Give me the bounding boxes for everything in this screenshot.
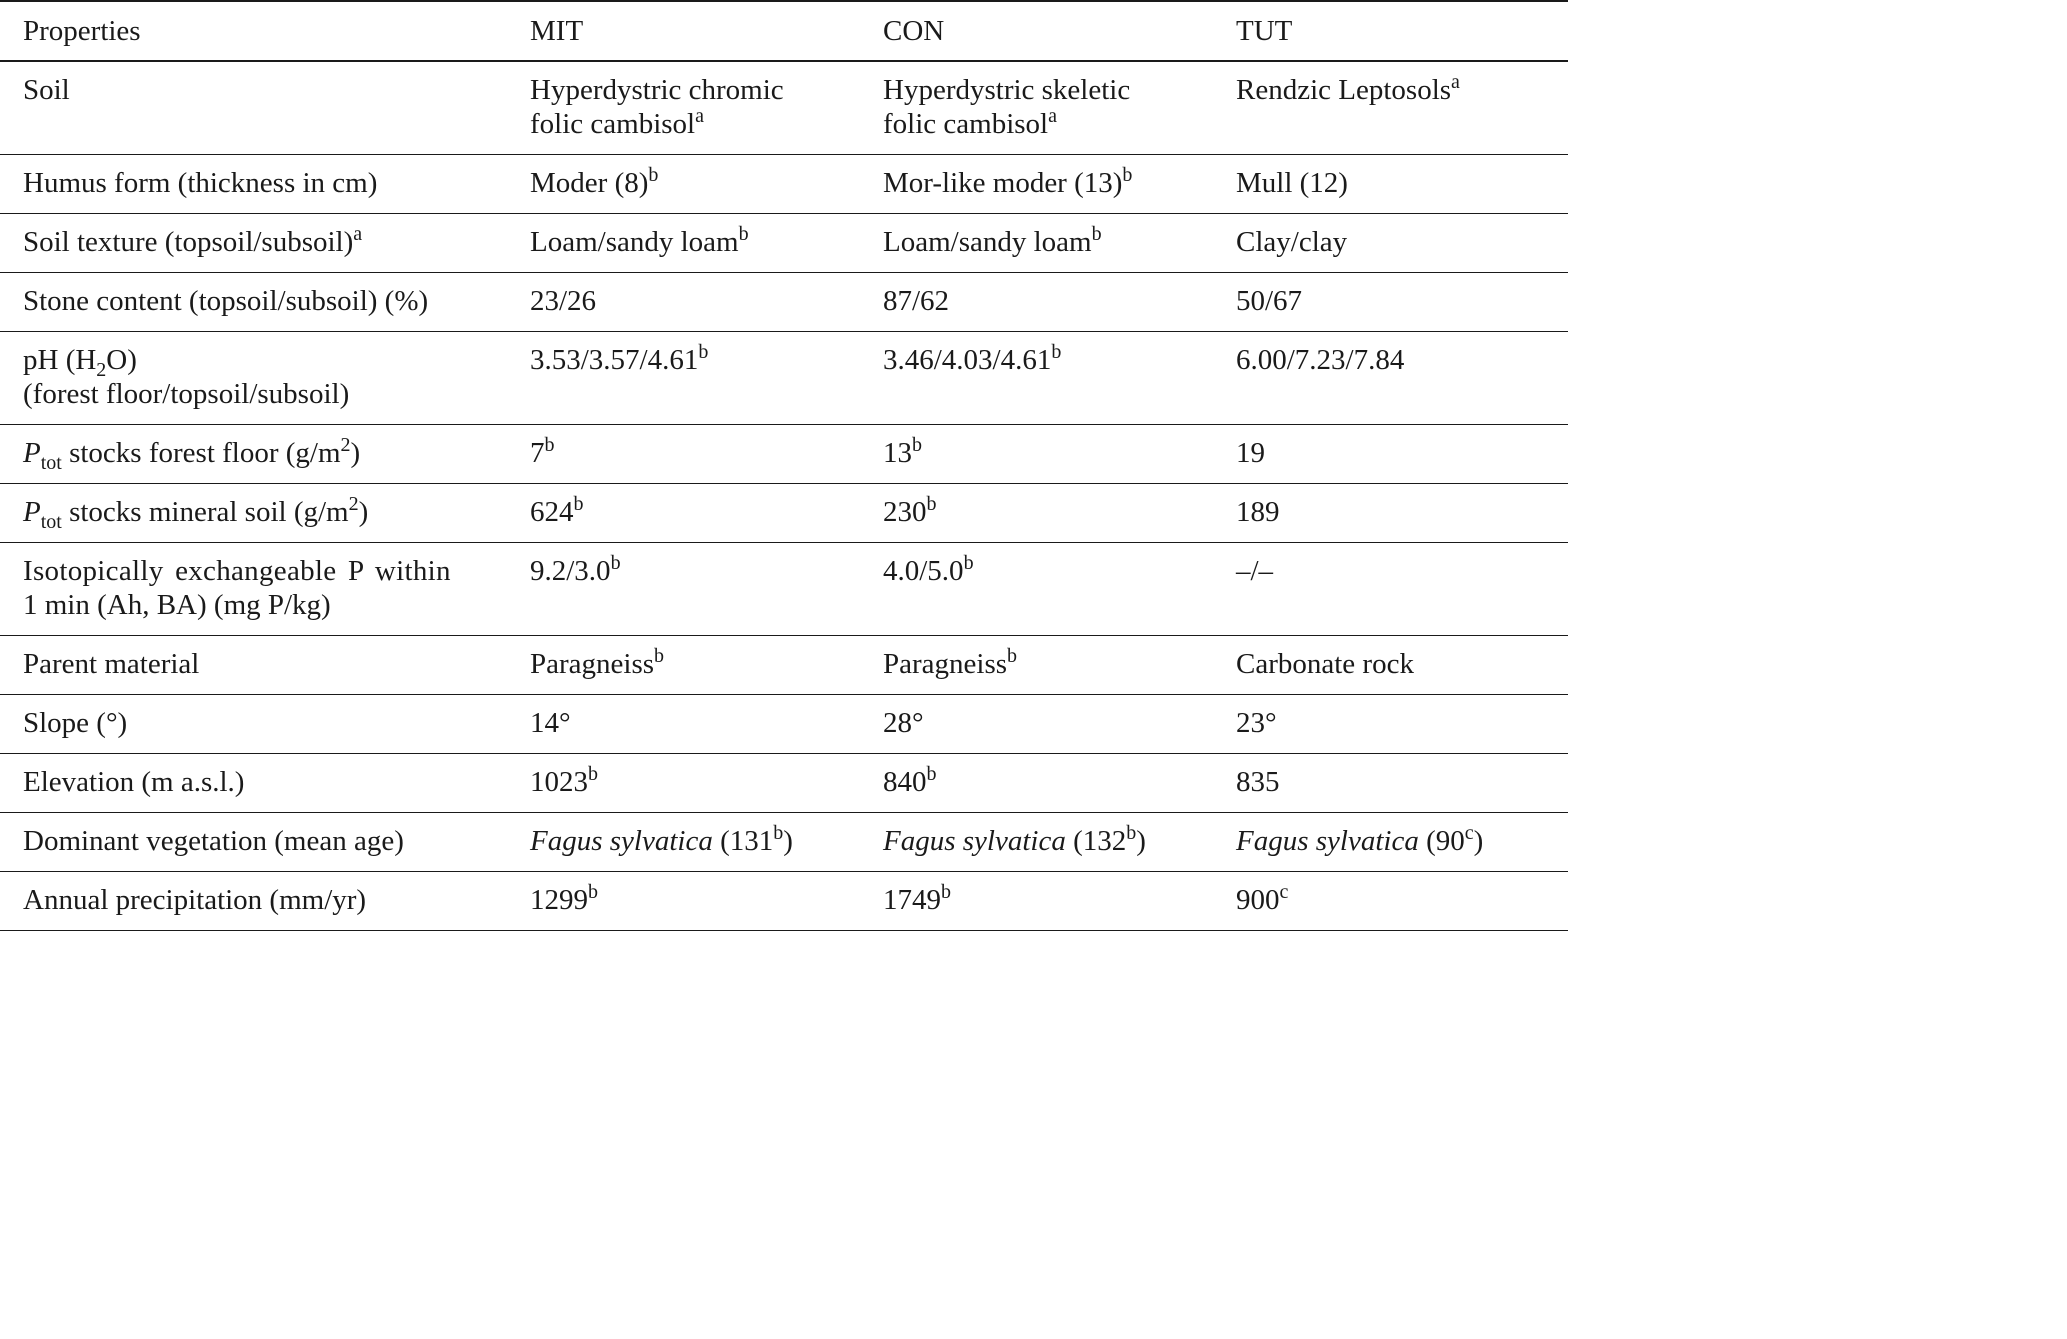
row-label: Dominant vegetation (mean age) xyxy=(23,825,404,857)
table-row-stone-content xyxy=(0,273,1568,332)
table-row-parent-material xyxy=(0,636,1568,695)
table-row-ph xyxy=(0,332,1568,425)
cell-con: 1749$^b$ xyxy=(883,881,951,916)
cell-tut: Fagus sylvatica (90$^c$) xyxy=(1236,822,1484,857)
row-label: $P_{tot}$ stocks mineral soil $(g/m^2)$ xyxy=(23,493,369,533)
cell-con: Paragneiss$^b$ xyxy=(883,645,1018,680)
table-row-annual-precipitation xyxy=(0,872,1568,931)
cell-tut: 19 xyxy=(1236,437,1265,469)
table-row-dominant-vegetation xyxy=(0,813,1568,872)
cell-mit: 9.2/3.0$^b$ xyxy=(530,552,621,587)
header-row xyxy=(0,1,1568,61)
cell-con: 28° xyxy=(883,707,924,739)
cell-mit: 7$^b$ xyxy=(530,434,555,469)
cell-tut: Mull (12) xyxy=(1236,167,1348,199)
header-mit: MIT xyxy=(530,15,584,47)
row-label: Slope (°) xyxy=(23,707,128,739)
row-label: Annual precipitation (mm/yr) xyxy=(23,884,367,916)
cell-mit: 1023$^b$ xyxy=(530,763,598,798)
cell-tut: Clay/clay xyxy=(1236,226,1348,258)
cell-tut: 23° xyxy=(1236,707,1277,739)
cell-con: 13$^b$ xyxy=(883,434,922,469)
row-label: Parent material xyxy=(23,648,200,680)
header-tut: TUT xyxy=(1236,15,1293,47)
table-row-elevation xyxy=(0,754,1568,813)
row-label: $P_{tot}$ stocks forest floor $(g/m^2)$ xyxy=(23,434,361,474)
row-label: Stone content (topsoil/subsoil) (%) xyxy=(23,285,429,317)
cell-mit: Fagus sylvatica (131$^b$) xyxy=(530,822,793,857)
table-row-ptot-mineral-soil xyxy=(0,484,1568,543)
row-label: Humus form (thickness in cm) xyxy=(23,167,378,199)
cell-con: Mor-like moder $(13)^b$ xyxy=(883,164,1133,199)
cell-tut: 189 xyxy=(1236,496,1280,528)
table-row-ptot-forest-floor xyxy=(0,425,1568,484)
cell-con: Hyperdystric skeletic folic cambisol$^a$ xyxy=(883,74,1131,140)
cell-con: Loam/sandy loam$^b$ xyxy=(883,223,1102,258)
table-row-soil-texture xyxy=(0,214,1568,273)
table-row-humus-form xyxy=(0,155,1568,214)
table-row-slope xyxy=(0,695,1568,754)
cell-tut: –/– xyxy=(1236,555,1274,587)
cell-con: 840$^b$ xyxy=(883,763,937,798)
row-label: Elevation (m a.s.l.) xyxy=(23,766,245,798)
table-row-soil xyxy=(0,61,1568,155)
header-con: CON xyxy=(883,15,945,47)
cell-mit: 23/26 xyxy=(530,285,597,317)
cell-tut: 835 xyxy=(1236,766,1280,798)
row-label: Soil xyxy=(23,74,70,106)
cell-con: 4.0/5.0$^b$ xyxy=(883,552,974,587)
cell-tut: Rendzic Leptosols$^a$ xyxy=(1236,71,1460,106)
cell-con: Fagus sylvatica (132$^b$) xyxy=(883,822,1146,857)
header-properties: Properties xyxy=(23,15,141,47)
row-label: Soil texture (topsoil/subsoil)$^a$ xyxy=(23,223,363,258)
cell-tut: 6.00/7.23/7.84 xyxy=(1236,344,1405,376)
cell-mit: Loam/sandy loam$^b$ xyxy=(530,223,749,258)
cell-mit: 624$^b$ xyxy=(530,493,584,528)
cell-tut: Carbonate rock xyxy=(1236,648,1414,680)
row-label: Isotopically exchangeable P within 1 min (Ah, BA) (mg P/kg) xyxy=(23,555,451,621)
cell-mit: 3.53/3.57/4.61$^b$ xyxy=(530,341,709,376)
cell-con: 87/62 xyxy=(883,285,950,317)
cell-con: 3.46/4.03/4.61$^b$ xyxy=(883,341,1062,376)
cell-tut: 50/67 xyxy=(1236,285,1303,317)
cell-con: 230$^b$ xyxy=(883,493,937,528)
row-label: pH $(H_2O)$ (forest floor/topsoil/subsoil) xyxy=(23,344,350,410)
cell-mit: Moder $(8)^b$ xyxy=(530,164,659,199)
table-row-isotopic-exchangeable-p xyxy=(0,543,1568,636)
cell-tut: 900$^c$ xyxy=(1236,881,1289,916)
cell-mit: Paragneiss$^b$ xyxy=(530,645,665,680)
cell-mit: 1299$^b$ xyxy=(530,881,598,916)
cell-mit: Hyperdystric chromic folic cambisol$^a$ xyxy=(530,74,784,140)
cell-mit: 14° xyxy=(530,707,571,739)
